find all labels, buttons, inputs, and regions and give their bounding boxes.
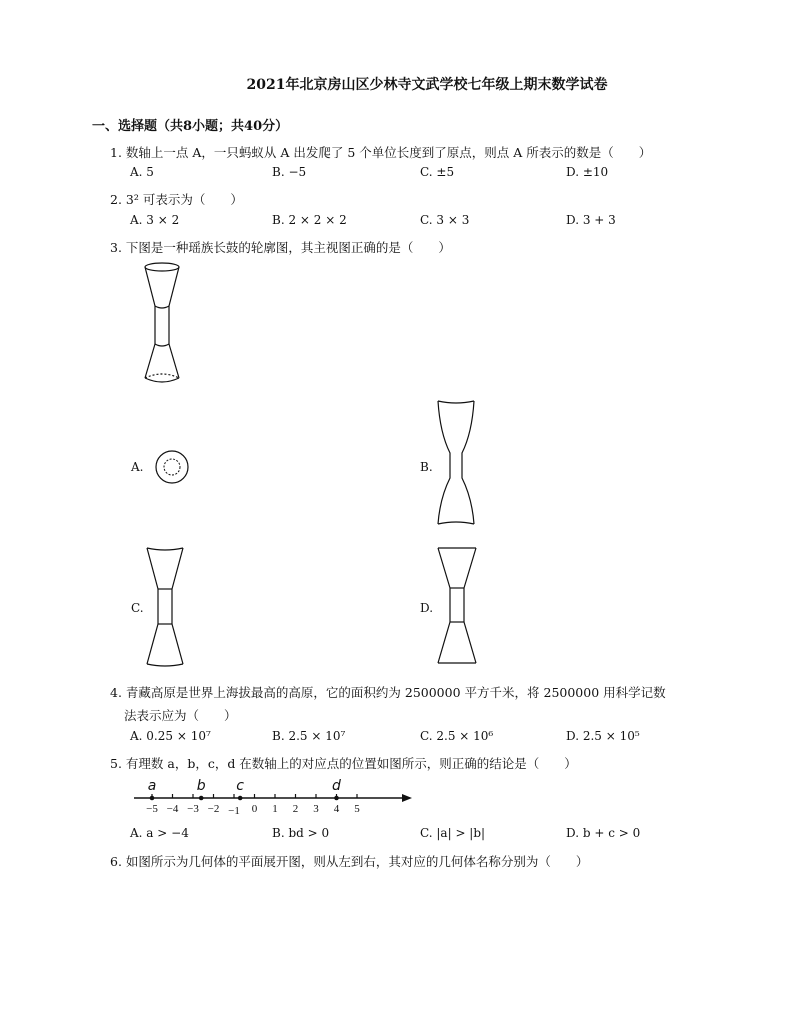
q5-option-c[interactable]: C. |a| > |b| (420, 826, 486, 840)
point-label-a: a (147, 778, 157, 794)
point-label-b: b (196, 778, 206, 794)
option-b-figure (436, 398, 476, 528)
q3-option-b[interactable]: B. (420, 460, 433, 474)
q1-option-b[interactable]: B. −5 (272, 165, 307, 179)
q1-option-a[interactable]: A. 5 (130, 165, 154, 179)
q2-option-a[interactable]: A. 3 × 2 (130, 213, 180, 227)
drum-3d-figure (138, 260, 188, 388)
point-label-d: d (332, 778, 341, 794)
section-heading: 一、选择题（共8小题；共40分） (92, 119, 289, 134)
q1-option-d[interactable]: D. ±10 (566, 165, 609, 179)
q2-option-c[interactable]: C. 3 × 3 (420, 213, 470, 227)
tick-label: −3 (187, 803, 199, 815)
question-4-stem-line2: 法表示应为（ ） (124, 708, 237, 723)
tick-label: 5 (354, 803, 360, 815)
tick-label: −2 (207, 803, 220, 815)
number-line-figure (130, 774, 415, 818)
tick-label: 4 (333, 803, 340, 815)
point-label-c: c (236, 778, 245, 794)
point-c (238, 796, 243, 801)
q4-option-a[interactable]: A. 0.25 × 10⁷ (130, 729, 211, 743)
q5-option-b[interactable]: B. bd > 0 (272, 826, 330, 840)
tick-label: 0 (251, 803, 258, 815)
tick-label: −5 (146, 803, 158, 815)
question-1-stem: 1. 数轴上一点 A，一只蚂蚁从 A 出发爬了 5 个单位长度到了原点，则点 A 所表示的数是（ ） (110, 145, 652, 160)
q5-option-d[interactable]: D. b + c > 0 (566, 826, 641, 840)
q3-option-a[interactable]: A. (131, 460, 144, 474)
question-6-stem: 6. 如图所示为几何体的平面展开图，则从左到右，其对应的几何体名称分别为（ ） (110, 854, 589, 869)
question-3-stem: 3. 下图是一种瑶族长鼓的轮廓图，其主视图正确的是（ ） (110, 240, 451, 255)
q5-option-a[interactable]: A. a > −4 (130, 826, 189, 840)
option-d-figure (436, 546, 478, 666)
option-a-circles-figure (155, 450, 189, 484)
question-5-stem: 5. 有理数 a，b，c，d 在数轴上的对应点的位置如图所示，则正确的结论是（ ） (110, 756, 577, 771)
q4-option-d[interactable]: D. 2.5 × 10⁵ (566, 729, 640, 743)
q4-option-b[interactable]: B. 2.5 × 10⁷ (272, 729, 346, 743)
tick-label: −1 (228, 805, 240, 817)
q1-option-c[interactable]: C. ±5 (420, 165, 455, 179)
q3-option-c[interactable]: C. (131, 601, 144, 615)
option-c-figure (145, 544, 185, 670)
tick-label: 2 (292, 803, 299, 815)
q3-option-d[interactable]: D. (420, 601, 434, 615)
tick-label: −4 (166, 803, 179, 815)
q2-option-b[interactable]: B. 2 × 2 × 2 (272, 213, 347, 227)
page-title: 2021年北京房山区少林寺文武学校七年级上期末数学试卷 (246, 77, 608, 93)
q4-option-c[interactable]: C. 2.5 × 10⁶ (420, 729, 494, 743)
question-2-stem: 2. 3² 可表示为（ ） (110, 192, 243, 207)
point-d (334, 796, 339, 801)
q2-option-d[interactable]: D. 3 + 3 (566, 213, 616, 227)
tick-label: 3 (313, 803, 319, 815)
question-4-stem-line1: 4. 青藏高原是世界上海拔最高的高原，它的面积约为 2500000 平方千米，将 2500000 用科学记数 (110, 685, 666, 700)
point-a (150, 796, 155, 801)
tick-label: 1 (272, 803, 278, 815)
point-b (199, 796, 204, 801)
